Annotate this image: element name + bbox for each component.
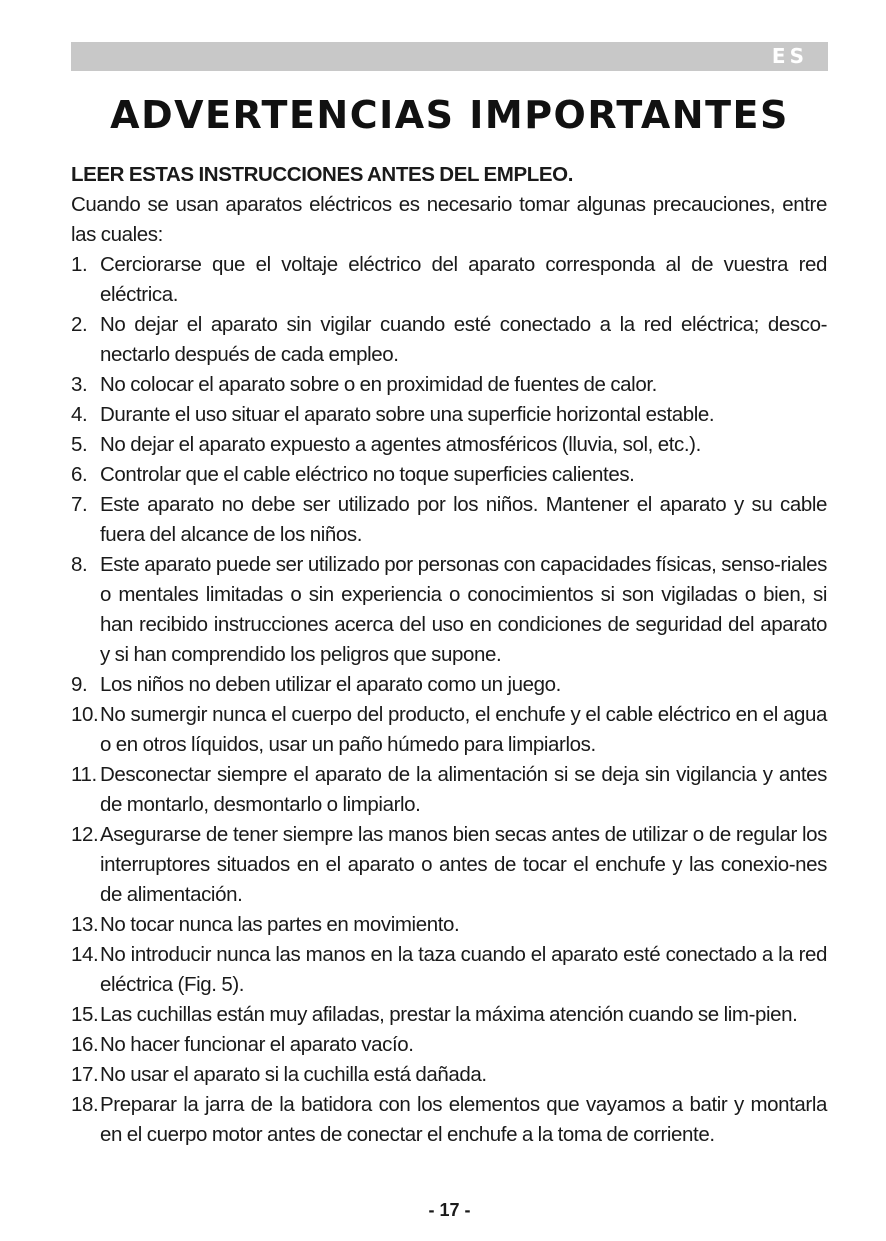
- warning-item: [71, 430, 827, 460]
- warning-text: No usar el aparato si la cuchilla está dañada.: [100, 1063, 487, 1086]
- warning-text: Asegurarse de tener siempre las manos bien secas antes de utilizar o de regular los interruptores situados en el aparato o antes de tocar el enchufe y las conexio-nes de alimentación.: [100, 823, 827, 906]
- warning-text: Preparar la jarra de la batidora con los elementos que vayamos a batir y montarla en el cuerpo motor antes de conectar el enchufe a la toma de corriente.: [100, 1093, 827, 1146]
- warning-item: [71, 310, 827, 370]
- warning-text: Este aparato no debe ser utilizado por los niños. Mantener el aparato y su cable fuera del alcance de los niños.: [100, 493, 827, 546]
- warning-number: 4.: [71, 403, 88, 426]
- warning-text: No hacer funcionar el aparato vacío.: [100, 1033, 414, 1056]
- warning-item: [71, 910, 827, 940]
- warning-number: 3.: [71, 373, 88, 396]
- warning-text: Durante el uso situar el aparato sobre una superficie horizontal estable.: [100, 403, 715, 426]
- warning-item: [71, 1090, 827, 1150]
- warning-text: No dejar el aparato sin vigilar cuando esté conectado a la red eléctrica; desco-nectarlo después de cada empleo.: [100, 313, 827, 366]
- language-code: ES: [771, 44, 808, 68]
- warning-number: 6.: [71, 463, 88, 486]
- warning-item: [71, 760, 827, 820]
- warning-item: [71, 370, 827, 400]
- warning-number: 9.: [71, 673, 88, 696]
- intro-paragraph: Cuando se usan aparatos eléctricos es necesario tomar algunas precauciones, entre las cuales:: [71, 193, 827, 246]
- warning-number: 7.: [71, 493, 88, 516]
- page-number: - 17 -: [428, 1200, 471, 1220]
- warning-item: [71, 1060, 827, 1090]
- warning-text: No sumergir nunca el cuerpo del producto, el enchufe y el cable eléctrico en el agua o en otros líquidos, usar un paño húmedo para limpiarlos.: [100, 703, 827, 756]
- warning-text: Cerciorarse que el voltaje eléctrico del aparato corresponda al de vuestra red eléctrica.: [100, 253, 827, 306]
- warning-number: 14.: [71, 943, 99, 966]
- warning-item: [71, 250, 827, 310]
- warning-number: 16.: [71, 1033, 99, 1056]
- warning-item: [71, 670, 827, 700]
- language-bar: [71, 42, 828, 71]
- warning-text: Controlar que el cable eléctrico no toque superficies calientes.: [100, 463, 635, 486]
- page-title: ADVERTENCIAS IMPORTANTES: [110, 93, 789, 137]
- warning-text: No dejar el aparato expuesto a agentes atmosféricos (lluvia, sol, etc.).: [100, 433, 701, 456]
- warning-number: 12.: [71, 823, 99, 846]
- warning-number: 2.: [71, 313, 88, 336]
- warning-text: No introducir nunca las manos en la taza cuando el aparato esté conectado a la red eléctrica (Fig. 5).: [100, 943, 827, 996]
- warning-text: Este aparato puede ser utilizado por personas con capacidades físicas, senso-riales o mentales limitadas o sin experiencia o conocimientos si son vigiladas o bien, si han recibido instrucciones acerca del uso en condiciones de seguridad del aparato y si han comprendido los peligros que supone.: [100, 553, 827, 666]
- warning-number: 8.: [71, 553, 88, 576]
- warning-number: 17.: [71, 1063, 99, 1086]
- warning-number: 18.: [71, 1093, 99, 1116]
- warning-item: [71, 700, 827, 760]
- warning-item: [71, 460, 827, 490]
- warning-item: [71, 940, 827, 1000]
- warning-number: 1.: [71, 253, 88, 276]
- warning-text: Desconectar siempre el aparato de la alimentación si se deja sin vigilancia y antes de montarlo, desmontarlo o limpiarlo.: [100, 763, 827, 816]
- warning-text: Los niños no deben utilizar el aparato como un juego.: [100, 673, 561, 696]
- warning-item: [71, 550, 827, 670]
- warning-number: 15.: [71, 1003, 99, 1026]
- warning-number: 5.: [71, 433, 88, 456]
- warning-text: Las cuchillas están muy afiladas, prestar la máxima atención cuando se lim-pien.: [100, 1003, 798, 1026]
- instructions-subtitle: LEER ESTAS INSTRUCCIONES ANTES DEL EMPLEO.: [71, 163, 573, 186]
- warning-number: 10.: [71, 703, 99, 726]
- warning-list: [71, 250, 827, 1150]
- warning-item: [71, 400, 827, 430]
- warning-text: No colocar el aparato sobre o en proximidad de fuentes de calor.: [100, 373, 657, 396]
- warning-number: 11.: [71, 763, 97, 786]
- warning-item: [71, 820, 827, 910]
- warning-item: [71, 1000, 827, 1030]
- warning-number: 13.: [71, 913, 99, 936]
- warning-item: [71, 490, 827, 550]
- warning-text: No tocar nunca las partes en movimiento.: [100, 913, 460, 936]
- warning-item: [71, 1030, 827, 1060]
- document-body: [71, 160, 827, 1150]
